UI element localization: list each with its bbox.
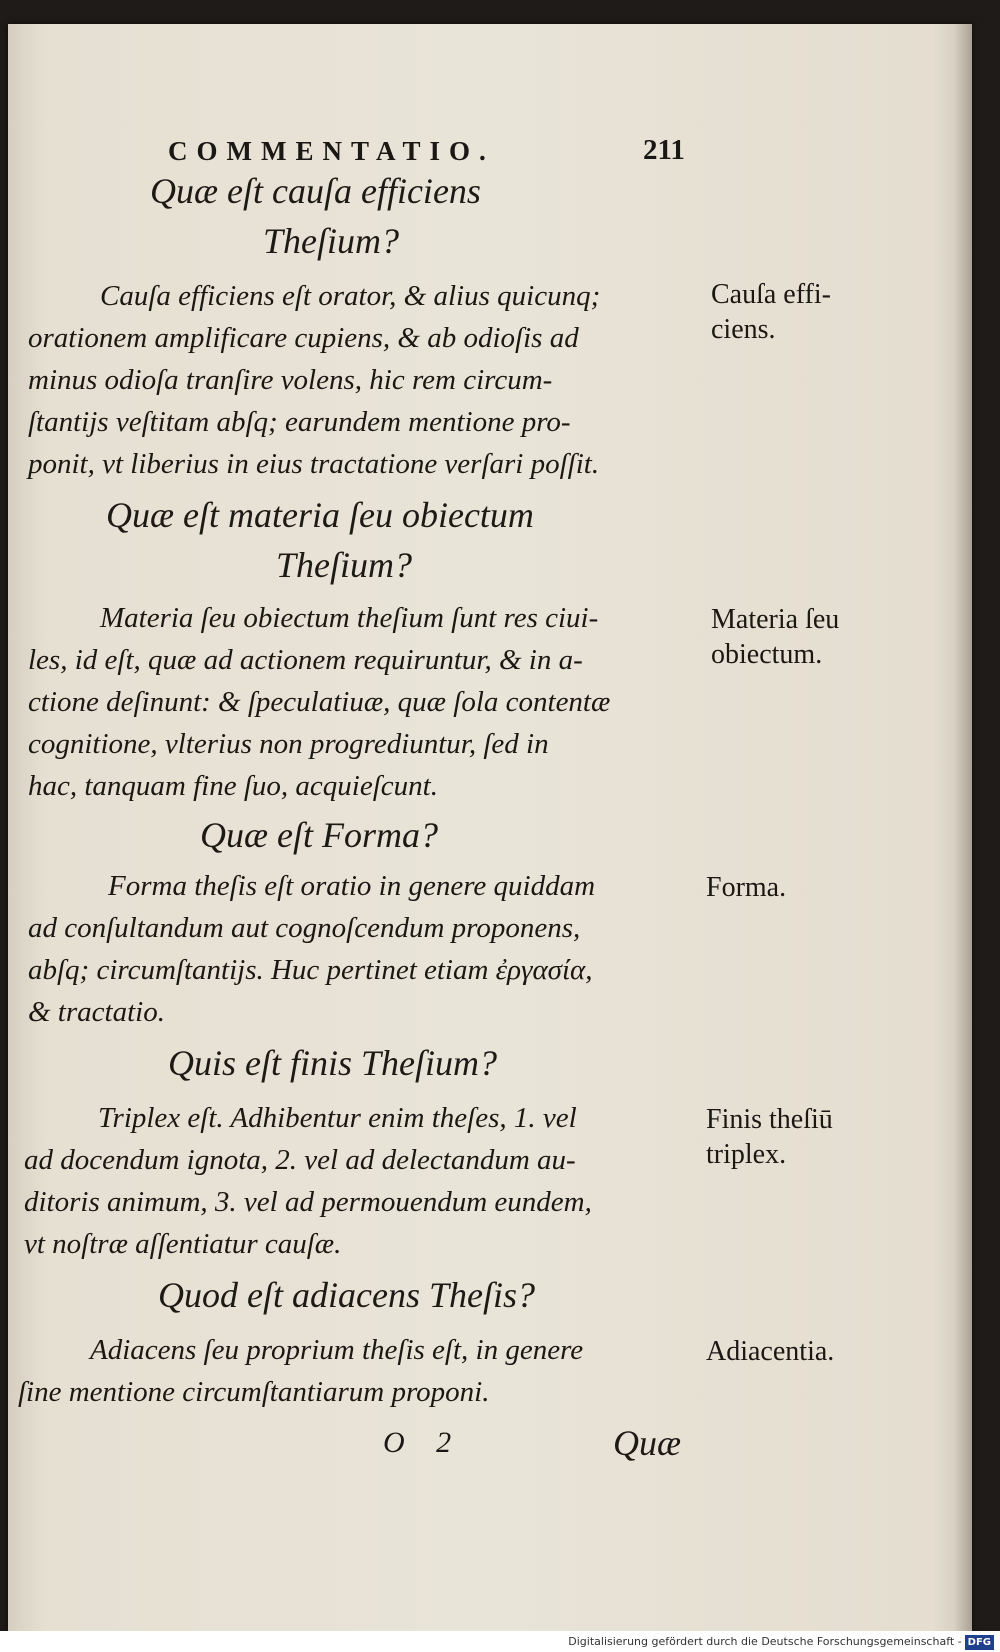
page-number: 211 — [643, 134, 685, 166]
margin-note: ciens. — [711, 314, 776, 345]
margin-note: Materia ſeu — [711, 604, 840, 635]
question-heading: Quis eſt finis Theſium? — [168, 1043, 498, 1083]
question-heading: Theſium? — [263, 221, 400, 261]
body-line: & tractatio. — [28, 996, 165, 1028]
body-line: vt noſtræ aſſentiatur cauſæ. — [24, 1228, 342, 1260]
book-page — [8, 24, 972, 1631]
body-line: hac, tanquam fine ſuo, acquieſcunt. — [28, 770, 438, 802]
question-heading: Quæ eſt Forma? — [200, 815, 438, 855]
question-heading: Theſium? — [276, 545, 413, 585]
body-line: ad conſultandum aut cognoſcendum proponens, — [28, 912, 581, 944]
body-line: ſtantijs veſtitam abſq; earundem mentione pro- — [28, 406, 571, 438]
question-heading: Quod eſt adiacens Theſis? — [158, 1275, 535, 1315]
margin-note: obiectum. — [711, 639, 823, 670]
body-line: ctione deſinunt: & ſpeculatiuæ, quæ ſola contentæ — [28, 686, 611, 718]
dfg-logo: DFG — [965, 1635, 994, 1650]
body-line: Cauſa efficiens eſt orator, & alius quicunq; — [100, 280, 601, 312]
margin-note: Forma. — [706, 872, 787, 903]
catchword: Quæ — [613, 1423, 682, 1463]
question-heading: Quæ eſt cauſa efficiens — [150, 171, 481, 211]
body-line: abſq; circumſtantijs. Huc pertinet etiam ἐργασία, — [28, 954, 593, 986]
margin-note: Cauſa effi- — [711, 279, 831, 310]
body-line: Materia ſeu obiectum theſium ſunt res ciui- — [100, 602, 599, 634]
body-line: Forma theſis eſt oratio in genere quiddam — [108, 870, 596, 902]
footer-credit-text: Digitalisierung gefördert durch die Deutsche Forschungsgemeinschaft - — [568, 1635, 962, 1648]
running-title: COMMENTATIO. — [168, 136, 495, 166]
body-line: ad docendum ignota, 2. vel ad delectandum au- — [24, 1144, 576, 1176]
body-line: ponit, vt liberius in eius tractatione verſari poſſit. — [28, 448, 600, 480]
body-line: cognitione, vlterius non progrediuntur, ſed in — [28, 728, 549, 760]
body-line: orationem amplificare cupiens, & ab odioſis ad — [28, 322, 579, 354]
margin-note: Adiacentia. — [706, 1336, 835, 1367]
signature-mark: O 2 — [383, 1426, 464, 1459]
footer-credit-bar — [0, 1631, 1000, 1652]
margin-note: triplex. — [706, 1139, 787, 1170]
question-heading: Quæ eſt materia ſeu obiectum — [106, 495, 534, 535]
margin-note: Finis theſiū — [706, 1104, 833, 1135]
body-line: ditoris animum, 3. vel ad permouendum eundem, — [24, 1186, 592, 1218]
body-line: Triplex eſt. Adhibentur enim theſes, 1. vel — [98, 1102, 577, 1134]
body-line: les, id eſt, quæ ad actionem requiruntur, & in a- — [28, 644, 583, 676]
body-line: ſine mentione circumſtantiarum proponi. — [18, 1376, 490, 1408]
body-line: minus odioſa tranſire volens, hic rem circum- — [28, 364, 553, 396]
body-line: Adiacens ſeu proprium theſis eſt, in genere — [90, 1334, 584, 1366]
